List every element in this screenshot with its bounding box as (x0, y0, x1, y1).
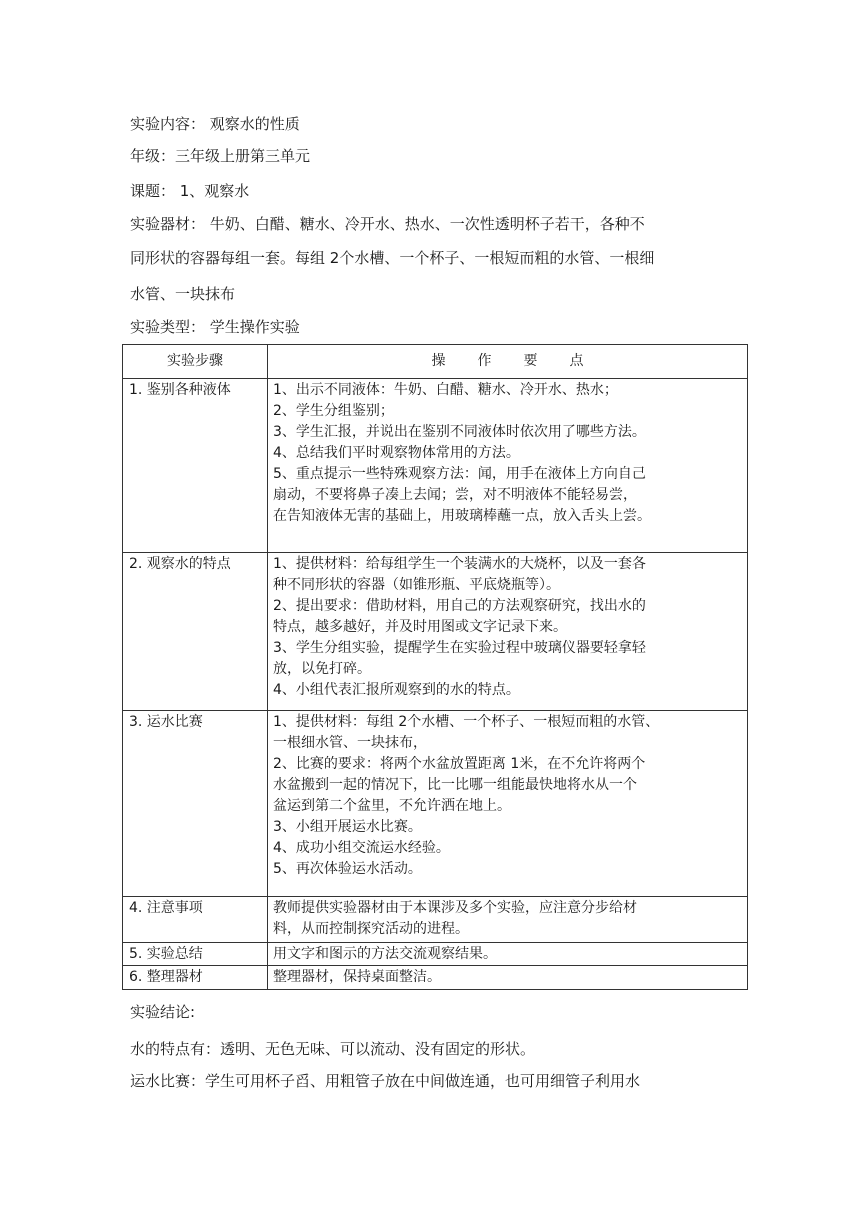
conclusion-heading: 实验结论: (130, 1003, 196, 1021)
table-row (123, 966, 748, 990)
points-cell: 1、提供材料：给每组学生一个装满水的大烧杯，以及一套各 种不同形状的容器（如锥形瓶、平底烧瓶等）。 2、提出要求：借助材料，用自己的方法观察研究，找出水的 特点，越多越好，并及时用图或文字记录下来。 3、学生分组实验，提醒学生在实验过程中玻璃仪器要轻拿轻 放，以免打碎。 4、小组代表汇报所观察到的水的特点。 (268, 553, 748, 711)
step-column-header: 实验步骤 (123, 345, 268, 379)
step-cell: 3. 运水比赛 (123, 711, 268, 897)
table-row (123, 897, 748, 943)
experiment-type: 实验类型： 学生操作实验 (130, 318, 300, 336)
table-header-row (123, 345, 748, 379)
conclusion-race: 运水比赛：学生可用杯子舀、用粗管子放在中间做连通，也可用细管子利用水 (130, 1072, 641, 1090)
topic-line: 课题： 1、观察水 (130, 182, 250, 200)
step-cell: 1. 鉴别各种液体 (123, 379, 268, 553)
steps-table (122, 344, 748, 990)
conclusion-water-traits: 水的特点有：透明、无色无味、可以流动、没有固定的形状。 (130, 1040, 536, 1058)
points-cell: 教师提供实验器材由于本课涉及多个实验，应注意分步给材 料，从而控制探究活动的进程。 (268, 897, 748, 943)
step-cell: 6. 整理器材 (123, 966, 268, 990)
table-row (123, 711, 748, 897)
points-cell: 用文字和图示的方法交流观察结果。 (268, 943, 748, 966)
grade-line: 年级：三年级上册第三单元 (130, 147, 311, 165)
points-cell: 整理器材，保持桌面整洁。 (268, 966, 748, 990)
materials-line-1: 实验器材： 牛奶、白醋、糖水、冷开水、热水、一次性透明杯子若干，各种不 (130, 215, 645, 233)
points-column-header: 操 作 要 点 (268, 345, 748, 379)
points-cell: 1、提供材料：每组 2个水槽、一个杯子、一根短而粗的水管、 一根细水管、一块抹布， 2、比赛的要求：将两个水盆放置距离 1米，在不允许将两个 水盆搬到一起的情况下，比一比哪一组能最快地将水从一个 盆运到第二个盆里，不允许洒在地上。 3、小组开展运水比赛。 4、成功小组交流运水经验。 5、再次体验运水活动。 (268, 711, 748, 897)
materials-line-3: 水管、一块抹布 (130, 285, 236, 303)
table-row (123, 553, 748, 711)
step-cell: 5. 实验总结 (123, 943, 268, 966)
experiment-content: 实验内容： 观察水的性质 (130, 115, 300, 133)
step-cell: 4. 注意事项 (123, 897, 268, 943)
materials-line-2: 同形状的容器每组一套。每组 2个水槽、一个杯子、一根短而粗的水管、一根细 (130, 249, 655, 267)
table-row (123, 943, 748, 966)
points-cell: 1、出示不同液体：牛奶、白醋、糖水、冷开水、热水； 2、学生分组鉴别； 3、学生汇报，并说出在鉴别不同液体时依次用了哪些方法。 4、总结我们平时观察物体常用的方法。 5、重点提示一些特殊观察方法：闻，用手在液体上方向自己 扇动，不要将鼻子凑上去闻；尝，对不明液体不能轻易尝， 在告知液体无害的基础上，用玻璃棒蘸一点，放入舌头上尝。 (268, 379, 748, 553)
table-row (123, 379, 748, 553)
step-cell: 2. 观察水的特点 (123, 553, 268, 711)
